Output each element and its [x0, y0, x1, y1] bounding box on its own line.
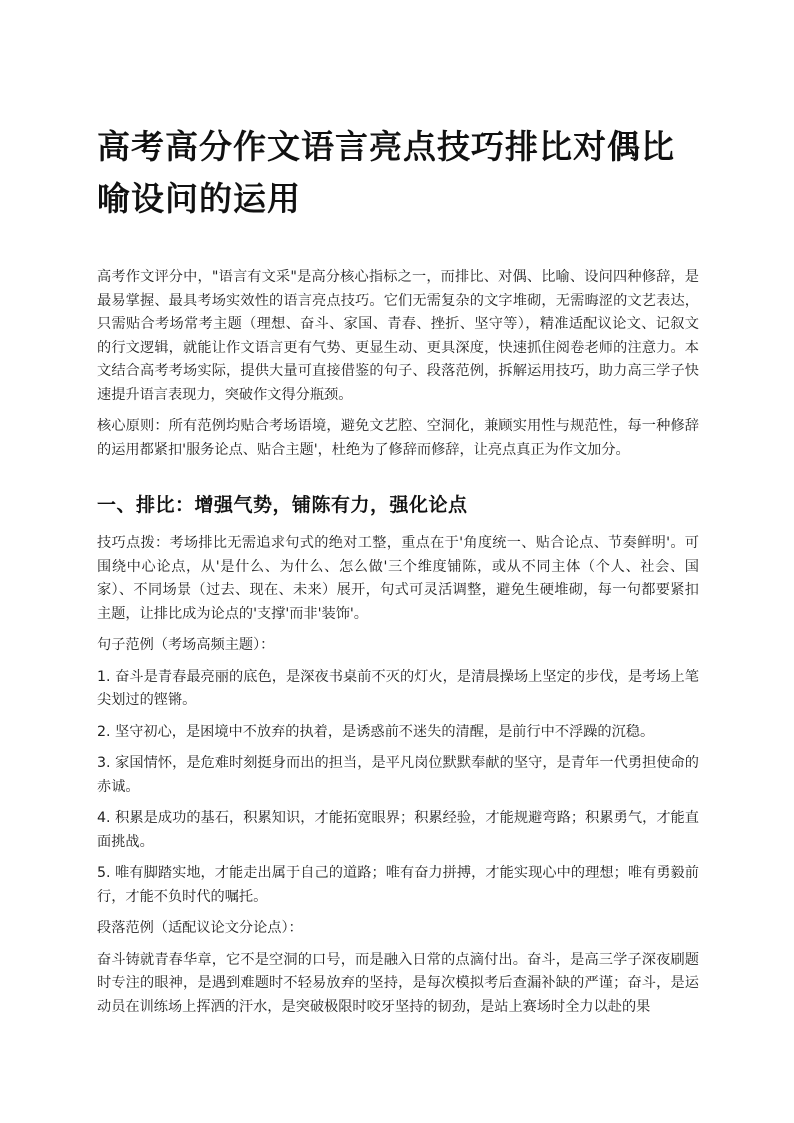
sentence-examples-label: 句子范例（考场高频主题）： [97, 637, 275, 653]
technique-tip-paragraph: 技巧点拨：考场排比无需追求句式的绝对工整，重点在于'角度统一、贴合论点、节奏鲜明'。可围绕中心论点，从'是什么、为什么、怎么做'三个维度铺陈，或从不同主体（个人、社会、国家）、不同场景（过去、现在、未来）展开，句式可灵活调整，避免生硬堆砌，每一句都要紧扣主题，让排比成为论点的'支撑'而非'装饰'。 [97, 535, 699, 622]
example-item: 5. 唯有脚踏实地，才能走出属于自己的道路；唯有奋力拼搏，才能实现心中的理想；唯有勇毅前行，才能不负时代的嘱托。 [97, 865, 699, 905]
example-item: 1. 奋斗是青春最亮丽的底色，是深夜书桌前不灭的灯火，是清晨操场上坚定的步伐，是考场上笔尖划过的铿锵。 [97, 668, 699, 708]
document-title: 高考高分作文语言亮点技巧排比对偶比喻设问的运用 [97, 127, 675, 218]
example-item: 4. 积累是成功的基石，积累知识，才能拓宽眼界；积累经验，才能规避弯路；积累勇气，才能直面挑战。 [97, 810, 699, 850]
intro-paragraph: 高考作文评分中，"语言有文采"是高分核心指标之一，而排比、对偶、比喻、设问四种修辞，是最易掌握、最具考场实效性的语言亮点技巧。它们无需复杂的文字堆砌，无需晦涩的文艺表达，只需贴合考场常考主题（理想、奋斗、家国、青春、挫折、坚守等），精准适配议论文、记叙文的行文逻辑，就能让作文语言更有气势、更显生动、更具深度，快速抓住阅卷老师的注意力。本文结合高考考场实际，提供大量可直接借鉴的句子、段落范例，拆解运用技巧，助力高三学子快速提升语言表现力，突破作文得分瓶颈。 [97, 269, 699, 403]
section-parallelism-content [97, 532, 699, 1019]
paragraph-examples-label: 段落范例（适配议论文分论点）： [97, 920, 303, 936]
section-parallelism [97, 490, 699, 520]
example-item: 3. 家国情怀，是危难时刻挺身而出的担当，是平凡岗位默默奉献的坚守，是青年一代勇担使命的赤诚。 [97, 755, 699, 795]
paragraph-example: 奋斗铸就青春华章，它不是空洞的口号，而是融入日常的点滴付出。奋斗，是高三学子深夜刷题时专注的眼神，是遇到难题时不轻易放弃的坚持，是每次模拟考后查漏补缺的严谨；奋斗，是运动员在训练场上挥洒的汗水，是突破极限时咬牙坚持的韧劲，是站上赛场时全力以赴的果 [97, 951, 699, 1015]
core-principle-paragraph: 核心原则：所有范例均贴合考场语境，避免文艺腔、空洞化，兼顾实用性与规范性，每一种修辞的运用都紧扣'服务论点、贴合主题'，杜绝为了修辞而修辞，让亮点真正为作文加分。 [97, 418, 699, 458]
document-body [97, 266, 699, 462]
example-item: 2. 坚守初心，是困境中不放弃的执着，是诱惑前不迷失的清醒，是前行中不浮躁的沉稳。 [97, 723, 655, 740]
section-heading: 一、排比：增强气势，铺陈有力，强化论点 [97, 494, 468, 516]
